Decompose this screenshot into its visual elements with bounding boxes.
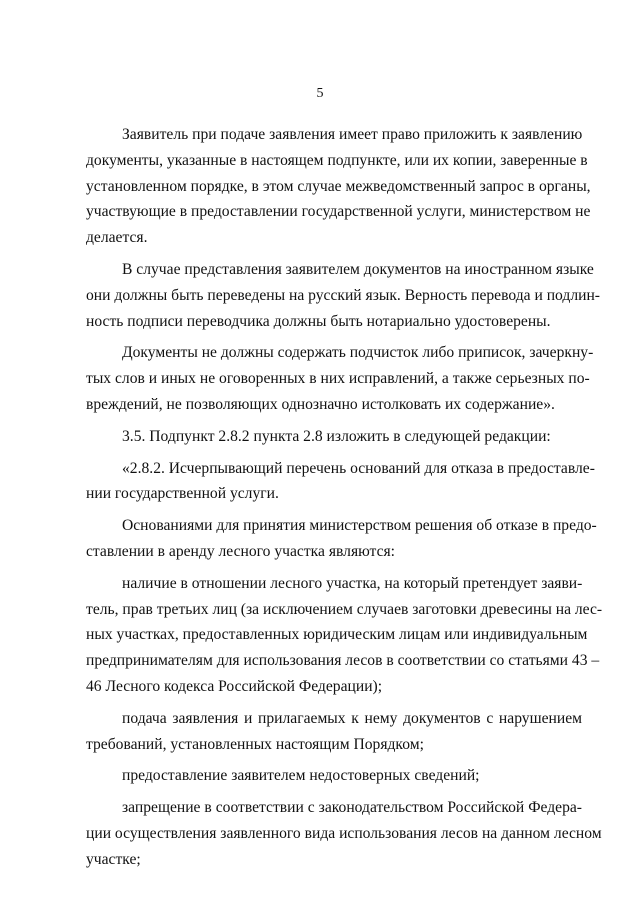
- paragraph: [86, 424, 582, 450]
- text-line: они должны быть переведены на русский язык. Верность перевода и подлин-: [86, 286, 600, 304]
- paragraph: [86, 706, 582, 758]
- paragraph: [86, 122, 591, 251]
- paragraph: [86, 795, 602, 872]
- paragraph: [86, 763, 582, 789]
- text-line: 3.5. Подпункт 2.8.2 пункта 2.8 изложить в следующей редакции:: [122, 427, 551, 445]
- paragraph: [86, 456, 595, 508]
- text-line: предоставление заявителем недостоверных сведений;: [122, 767, 480, 785]
- text-line: подача заявления и прилагаемых к нему документов с нарушением: [122, 709, 582, 727]
- text-line: «2.8.2. Исчерпывающий перечень оснований для отказа в предоставле-: [122, 459, 595, 477]
- document-body: [86, 122, 603, 873]
- text-line: тель, прав третьих лиц (за исключением случаев заготовки древесины на лес-: [86, 600, 603, 618]
- text-line: тых слов и иных не оговоренных в них исправлений, а также серьезных по-: [86, 370, 590, 388]
- text-line: Основаниями для принятия министерством решения об отказе в предо-: [122, 517, 597, 535]
- text-line: ставлении в аренду лесного участка являются:: [86, 542, 395, 560]
- page-number: 5: [316, 86, 324, 101]
- text-line: вреждений, не позволяющих однозначно истолковать их содержание».: [86, 395, 555, 413]
- text-line: наличие в отношении лесного участка, на который претендует заяви-: [122, 574, 583, 592]
- text-line: участке;: [86, 850, 141, 868]
- text-line: В случае представления заявителем документов на иностранном языке: [122, 260, 594, 278]
- text-line: делается.: [86, 229, 148, 247]
- text-line: Заявитель при подаче заявления имеет право приложить к заявлению: [122, 126, 583, 143]
- text-line: требований, установленных настоящим Порядком;: [86, 735, 424, 753]
- text-line: документы, указанные в настоящем подпункте, или их копии, заверенные в: [86, 151, 588, 169]
- text-line: нии государственной услуги.: [86, 485, 279, 503]
- text-line: предпринимателям для использования лесов в соответствии со статьями 43 –: [86, 652, 600, 670]
- text-line: запрещение в соответствии с законодательством Российской Федера-: [122, 799, 582, 817]
- paragraph: [86, 513, 597, 565]
- paragraph: [86, 571, 603, 700]
- text-line: ность подписи переводчика должны быть нотариально удостоверены.: [86, 312, 551, 330]
- text-line: ции осуществления заявленного вида использования лесов на данном лесном: [86, 824, 602, 842]
- text-line: 46 Лесного кодекса Российской Федерации);: [86, 677, 383, 695]
- paragraph: [86, 340, 594, 417]
- text-line: Документы не должны содержать подчисток либо приписок, зачеркну-: [122, 344, 594, 362]
- text-line: участвующие в предоставлении государственной услуги, министерством не: [86, 203, 591, 221]
- paragraph: [86, 257, 600, 334]
- text-line: установленном порядке, в этом случае межведомственный запрос в органы,: [86, 177, 591, 195]
- text-line: ных участках, предоставленных юридическим лицам или индивидуальным: [86, 626, 588, 644]
